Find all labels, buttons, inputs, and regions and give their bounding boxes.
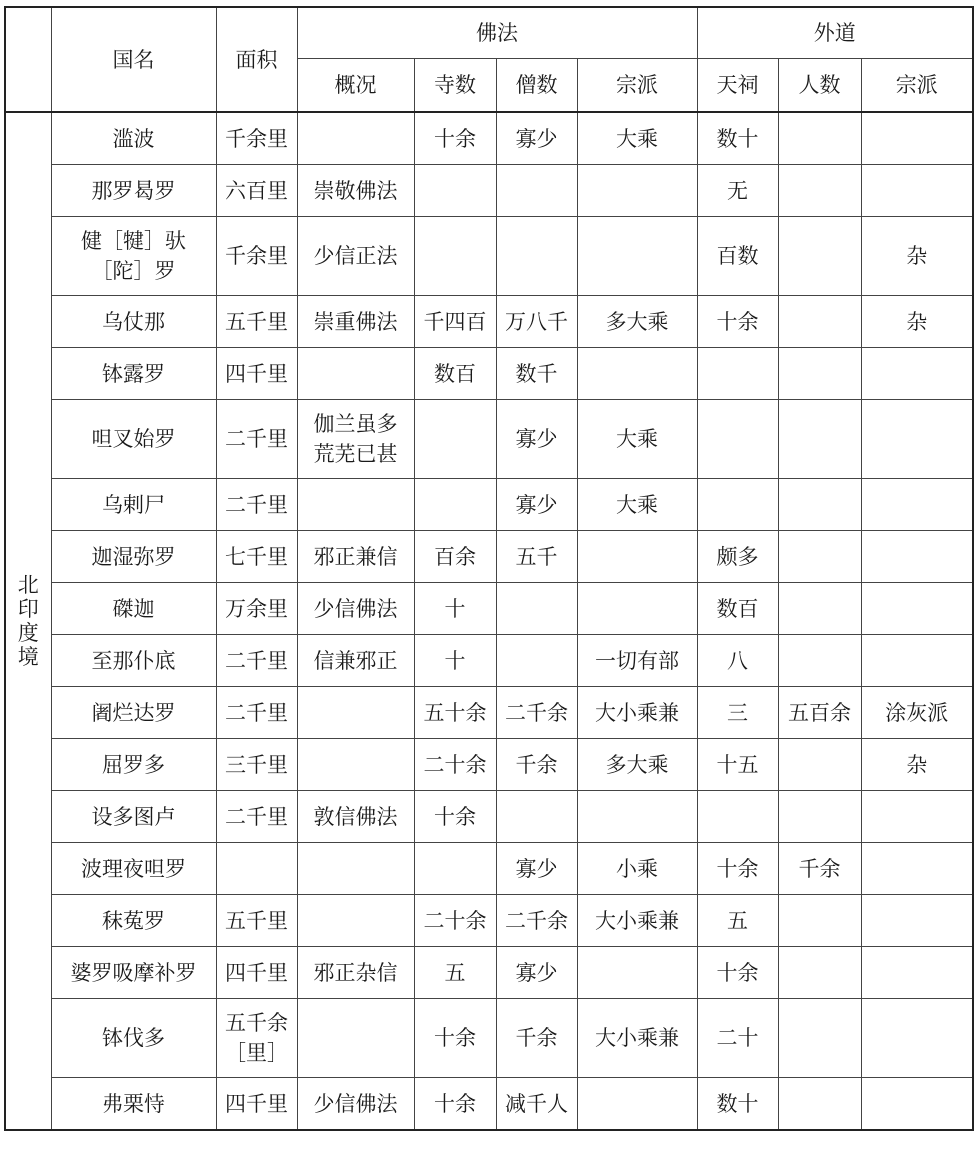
deva-cell [697,791,778,843]
deva-cell: 八 [697,635,778,687]
deva-cell: 百数 [697,217,778,296]
overview-cell: 少信正法 [297,217,414,296]
sect-cell [861,583,973,635]
monks-cell: 数千 [496,348,577,400]
area-cell: 四千里 [216,947,297,999]
country-name: 屈罗多 [51,739,216,791]
area-cell: 二千里 [216,635,297,687]
people-cell [778,791,861,843]
temples-cell: 十 [414,635,496,687]
overview-cell [297,843,414,895]
overview-cell [297,739,414,791]
monks-cell: 减千人 [496,1078,577,1131]
people-cell [778,165,861,217]
monks-cell: 寡少 [496,112,577,165]
area-cell: 五千里 [216,895,297,947]
header-sect: 宗派 [861,59,973,113]
school-cell [577,791,697,843]
people-cell [778,947,861,999]
overview-cell: 邪正杂信 [297,947,414,999]
deva-cell: 三 [697,687,778,739]
people-cell [778,217,861,296]
school-cell: 多大乘 [577,296,697,348]
sect-cell: 涂灰派 [861,687,973,739]
people-cell: 五百余 [778,687,861,739]
overview-cell: 少信佛法 [297,583,414,635]
sect-cell [861,400,973,479]
temples-cell: 十余 [414,791,496,843]
school-cell: 大小乘兼 [577,687,697,739]
overview-cell: 崇敬佛法 [297,165,414,217]
temples-cell: 二十余 [414,739,496,791]
people-cell [778,112,861,165]
header-area: 面积 [216,7,297,112]
area-cell: 二千里 [216,400,297,479]
sect-cell [861,947,973,999]
overview-cell [297,999,414,1078]
deva-cell: 十五 [697,739,778,791]
country-name: 钵伐多 [51,999,216,1078]
country-name: 波理夜呾罗 [51,843,216,895]
country-name: 乌仗那 [51,296,216,348]
school-cell: 小乘 [577,843,697,895]
sect-cell: 杂 [861,739,973,791]
region-label: 北印度境 [5,112,51,1130]
area-cell: 四千里 [216,348,297,400]
sect-cell [861,531,973,583]
temples-cell: 五 [414,947,496,999]
school-cell [577,348,697,400]
sect-cell [861,1078,973,1131]
people-cell: 千余 [778,843,861,895]
school-cell: 多大乘 [577,739,697,791]
overview-cell: 伽兰虽多荒芜已甚 [297,400,414,479]
school-cell [577,947,697,999]
country-name: 钵露罗 [51,348,216,400]
area-cell [216,843,297,895]
sect-cell [861,112,973,165]
header-heterodox: 外道 [697,7,973,59]
deva-cell: 十余 [697,947,778,999]
area-cell: 四千里 [216,1078,297,1131]
school-cell: 大乘 [577,112,697,165]
monks-cell: 五千 [496,531,577,583]
overview-cell [297,348,414,400]
header-deva-temples: 天祠 [697,59,778,113]
sect-cell: 杂 [861,217,973,296]
overview-cell [297,112,414,165]
temples-cell: 千四百 [414,296,496,348]
country-name: 至那仆底 [51,635,216,687]
people-cell [778,999,861,1078]
monks-cell: 千余 [496,999,577,1078]
sect-cell [861,479,973,531]
overview-cell: 信兼邪正 [297,635,414,687]
country-name: 迦湿弥罗 [51,531,216,583]
monks-cell: 寡少 [496,400,577,479]
people-cell [778,635,861,687]
school-cell: 一切有部 [577,635,697,687]
people-cell [778,739,861,791]
country-name: 乌剌尸 [51,479,216,531]
school-cell: 大乘 [577,479,697,531]
deva-cell [697,348,778,400]
monks-cell: 万八千 [496,296,577,348]
temples-cell: 十余 [414,112,496,165]
header-country: 国名 [51,7,216,112]
people-cell [778,400,861,479]
country-name: 磔迦 [51,583,216,635]
school-cell [577,531,697,583]
deva-cell: 二十 [697,999,778,1078]
people-cell [778,348,861,400]
monks-cell: 千余 [496,739,577,791]
temples-cell [414,843,496,895]
deva-cell: 数十 [697,1078,778,1131]
overview-cell: 邪正兼信 [297,531,414,583]
deva-cell: 五 [697,895,778,947]
area-cell: 六百里 [216,165,297,217]
monks-cell: 寡少 [496,843,577,895]
school-cell [577,1078,697,1131]
people-cell [778,583,861,635]
area-cell: 二千里 [216,479,297,531]
school-cell [577,583,697,635]
area-cell: 二千里 [216,687,297,739]
overview-cell: 崇重佛法 [297,296,414,348]
country-name: 那罗曷罗 [51,165,216,217]
temples-cell: 十余 [414,999,496,1078]
temples-cell: 十余 [414,1078,496,1131]
school-cell [577,165,697,217]
monks-cell [496,165,577,217]
header-people: 人数 [778,59,861,113]
area-cell: 五千余［里］ [216,999,297,1078]
monks-cell: 二千余 [496,687,577,739]
temples-cell: 十 [414,583,496,635]
deva-cell: 无 [697,165,778,217]
overview-cell [297,895,414,947]
area-cell: 三千里 [216,739,297,791]
temples-cell [414,400,496,479]
country-name: 秣菟罗 [51,895,216,947]
temples-cell [414,217,496,296]
temples-cell: 数百 [414,348,496,400]
people-cell [778,531,861,583]
school-cell: 大小乘兼 [577,895,697,947]
sect-cell [861,791,973,843]
monks-cell: 寡少 [496,947,577,999]
monks-cell [496,635,577,687]
sect-cell [861,348,973,400]
monks-cell: 二千余 [496,895,577,947]
deva-cell: 十余 [697,843,778,895]
temples-cell: 二十余 [414,895,496,947]
school-cell [577,217,697,296]
corner-cell [5,7,51,112]
deva-cell: 十余 [697,296,778,348]
monks-cell [496,583,577,635]
country-name: 弗栗恃 [51,1078,216,1131]
buddhism-table [4,6,974,1131]
sect-cell: 杂 [861,296,973,348]
area-cell: 万余里 [216,583,297,635]
sect-cell [861,165,973,217]
sect-cell [861,635,973,687]
country-name: 滥波 [51,112,216,165]
deva-cell [697,479,778,531]
monks-cell: 寡少 [496,479,577,531]
sect-cell [861,999,973,1078]
country-name: 阇烂达罗 [51,687,216,739]
area-cell: 千余里 [216,217,297,296]
temples-cell: 五十余 [414,687,496,739]
people-cell [778,1078,861,1131]
people-cell [778,895,861,947]
area-cell: 七千里 [216,531,297,583]
monks-cell [496,217,577,296]
header-overview: 概况 [297,59,414,113]
area-cell: 二千里 [216,791,297,843]
deva-cell: 数百 [697,583,778,635]
temples-cell: 百余 [414,531,496,583]
overview-cell: 少信佛法 [297,1078,414,1131]
sect-cell [861,895,973,947]
header-school: 宗派 [577,59,697,113]
school-cell: 大乘 [577,400,697,479]
sect-cell [861,843,973,895]
header-monks: 僧数 [496,59,577,113]
temples-cell [414,479,496,531]
overview-cell [297,479,414,531]
country-name: 婆罗吸摩补罗 [51,947,216,999]
area-cell: 千余里 [216,112,297,165]
school-cell: 大小乘兼 [577,999,697,1078]
header-buddhism: 佛法 [297,7,697,59]
area-cell: 五千里 [216,296,297,348]
deva-cell: 数十 [697,112,778,165]
country-name: 呾叉始罗 [51,400,216,479]
people-cell [778,296,861,348]
overview-cell [297,687,414,739]
deva-cell [697,400,778,479]
country-name: 设多图卢 [51,791,216,843]
people-cell [778,479,861,531]
deva-cell: 颇多 [697,531,778,583]
country-name: 健［犍］驮［陀］罗 [51,217,216,296]
header-temples: 寺数 [414,59,496,113]
monks-cell [496,791,577,843]
overview-cell: 敦信佛法 [297,791,414,843]
temples-cell [414,165,496,217]
